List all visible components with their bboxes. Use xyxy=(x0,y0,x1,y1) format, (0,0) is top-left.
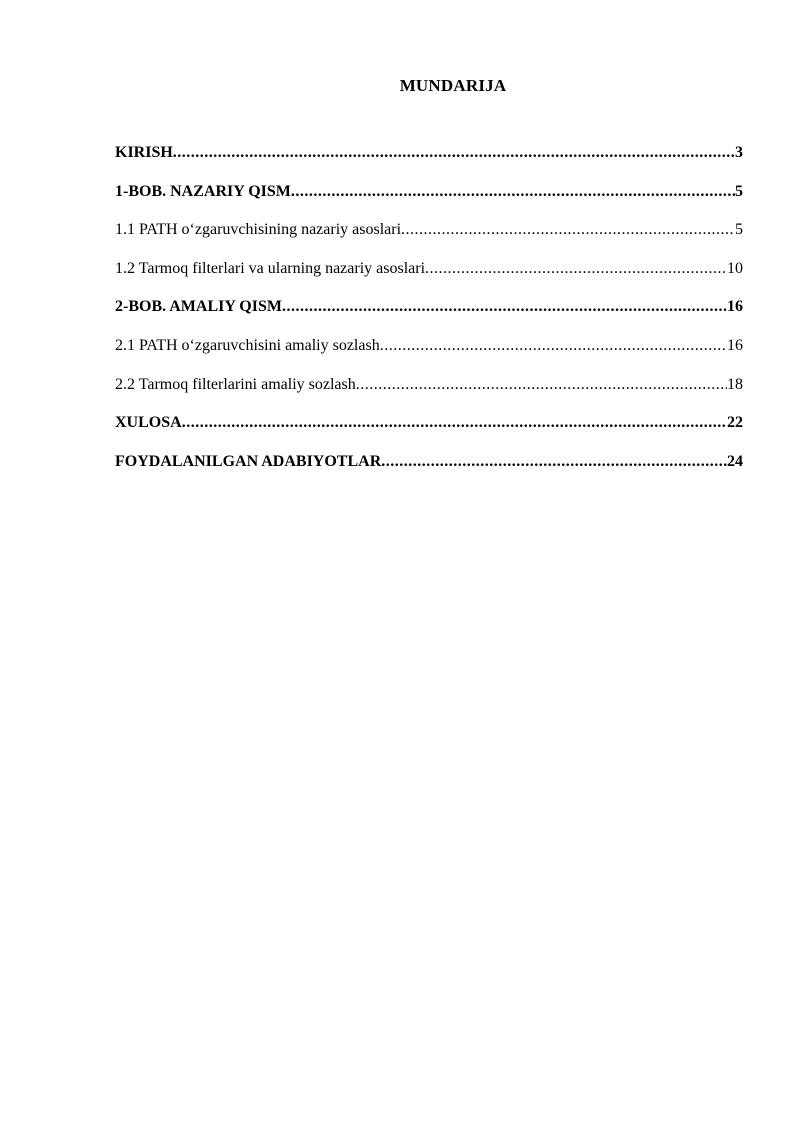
toc-entry[interactable] xyxy=(115,142,743,181)
toc-page-number: 22 xyxy=(727,414,743,432)
toc-page-number: 5 xyxy=(735,221,743,239)
toc-page-number: 5 xyxy=(735,182,743,200)
toc-page-number: 3 xyxy=(735,144,743,161)
toc-dot-leader xyxy=(425,258,727,280)
toc-entry[interactable] xyxy=(115,412,743,451)
toc-dot-leader xyxy=(291,181,735,203)
toc-entry[interactable] xyxy=(115,374,743,413)
toc-entry-label: 1.2 Tarmoq filterlari va ularning nazariy asoslari xyxy=(115,259,426,277)
toc-dot-leader xyxy=(381,451,727,473)
toc-entry[interactable] xyxy=(115,258,743,297)
toc-page-number: 18 xyxy=(727,375,743,393)
toc-entry[interactable] xyxy=(115,451,743,490)
toc-entry-label: 1.1 PATH o‘zgaruvchisining nazariy asoslari xyxy=(115,221,402,239)
toc-page-number: 10 xyxy=(727,259,743,277)
toc-entry-label: 2.1 PATH o‘zgaruvchisini amaliy sozlash xyxy=(115,336,380,354)
toc-dot-leader xyxy=(182,412,727,434)
toc-entry[interactable] xyxy=(115,296,743,335)
page-title: MUNDARIJA xyxy=(399,76,507,95)
toc-entry[interactable] xyxy=(115,335,743,374)
toc-page-number: 24 xyxy=(727,452,743,470)
toc-entry-label: FOYDALANILGAN ADABIYOTLAR xyxy=(115,452,382,470)
toc-entry-label: 2.2 Tarmoq filterlarini amaliy sozlash xyxy=(115,375,356,393)
toc-dot-leader xyxy=(401,219,735,241)
toc-entry[interactable] xyxy=(115,219,743,258)
toc-entry-label: KIRISH xyxy=(115,144,173,161)
toc-page-number: 16 xyxy=(727,336,743,354)
toc-entry-label: XULOSA xyxy=(115,414,182,432)
toc-dot-leader xyxy=(356,374,727,396)
toc-page-number: 16 xyxy=(727,298,743,316)
toc-entry-label: 2-BOB. AMALIY QISM xyxy=(115,298,282,316)
toc-dot-leader xyxy=(173,142,735,164)
toc-dot-leader xyxy=(380,335,727,357)
toc-entry-label: 1-BOB. NAZARIY QISM xyxy=(115,182,291,200)
toc-dot-leader xyxy=(282,296,727,318)
toc-entry[interactable] xyxy=(115,181,743,220)
table-of-contents xyxy=(115,142,743,489)
